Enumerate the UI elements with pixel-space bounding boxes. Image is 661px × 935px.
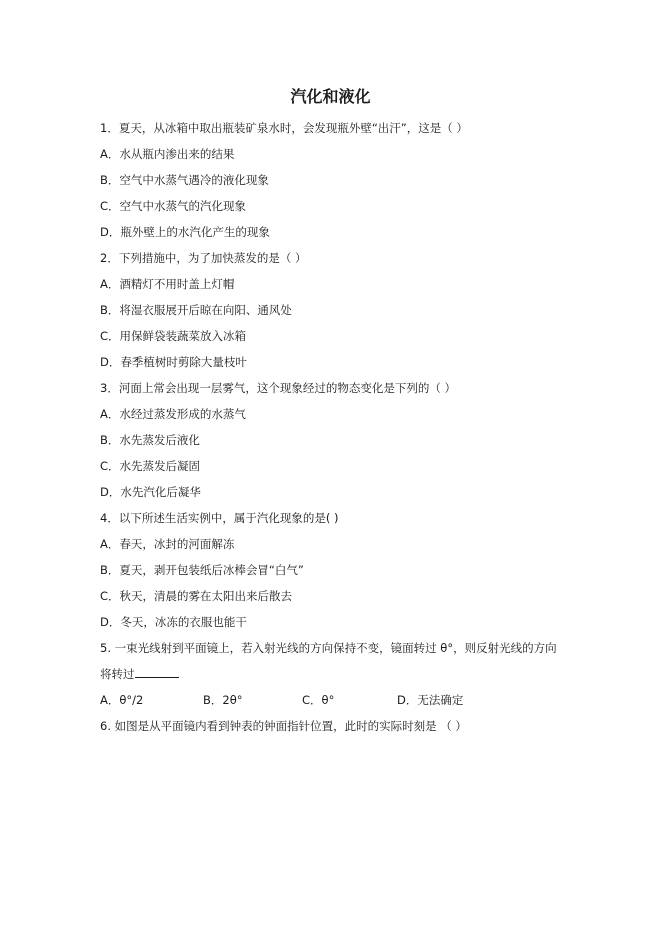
question-5-option-d: D．无法确定	[397, 693, 464, 707]
question-5-stem-line-2	[100, 666, 179, 682]
question-5-stem-text: 将转过	[100, 667, 135, 681]
document-title: 汽化和液化	[290, 87, 371, 106]
question-4-stem: 4．以下所述生活实例中，属于汽化现象的是( )	[100, 511, 339, 525]
question-1-stem: 1．夏天，从冰箱中取出瓶装矿泉水时，会发现瓶外壁“出汗”，这是（ ）	[100, 121, 468, 135]
question-5-option-c: C．θ°	[302, 693, 335, 707]
question-6-stem: 6. 如图是从平面镜内看到钟表的钟面指针位置，此时的实际时刻是 （ ）	[100, 719, 467, 733]
question-5-option-b: B．2θ°	[203, 693, 243, 707]
question-5-stem-line-1: 5. 一束光线射到平面镜上，若入射光线的方向保持不变，镜面转过 θ°，则反射光线的方向	[100, 641, 557, 655]
question-2-option-d: D．春季植树时剪除大量枝叶	[100, 355, 247, 369]
question-4-option-c: C．秋天，清晨的雾在太阳出来后散去	[100, 589, 293, 603]
question-1-option-d: D．瓶外壁上的水汽化产生的现象	[100, 225, 270, 239]
question-1-option-c: C．空气中水蒸气的汽化现象	[100, 199, 247, 213]
question-2-option-a: A．酒精灯不用时盖上灯帽	[100, 277, 235, 291]
question-2-option-c: C．用保鲜袋装蔬菜放入冰箱	[100, 329, 247, 343]
question-3-option-a: A．水经过蒸发形成的水蒸气	[100, 407, 246, 421]
question-3-stem: 3．河面上常会出现一层雾气，这个现象经过的物态变化是下列的（ ）	[100, 381, 456, 395]
question-3-option-b: B．水先蒸发后液化	[100, 433, 200, 447]
question-5-option-a: A．θ°/2	[100, 693, 144, 707]
question-4-option-b: B．夏天，剥开包装纸后冰棒会冒“白气”	[100, 563, 304, 577]
answer-blank	[135, 666, 179, 678]
question-3-option-d: D．水先汽化后凝华	[100, 485, 201, 499]
question-3-option-c: C．水先蒸发后凝固	[100, 459, 201, 473]
question-2-option-b: B．将湿衣服展开后晾在向阳、通风处	[100, 303, 292, 317]
question-4-option-d: D．冬天，冰冻的衣服也能干	[100, 615, 247, 629]
question-1-option-a: A．水从瓶内渗出来的结果	[100, 147, 235, 161]
question-1-option-b: B．空气中水蒸气遇冷的液化现象	[100, 173, 269, 187]
question-2-stem: 2．下列措施中，为了加快蒸发的是（ ）	[100, 251, 307, 265]
question-5-options	[100, 692, 560, 708]
question-4-option-a: A．春天，冰封的河面解冻	[100, 537, 235, 551]
